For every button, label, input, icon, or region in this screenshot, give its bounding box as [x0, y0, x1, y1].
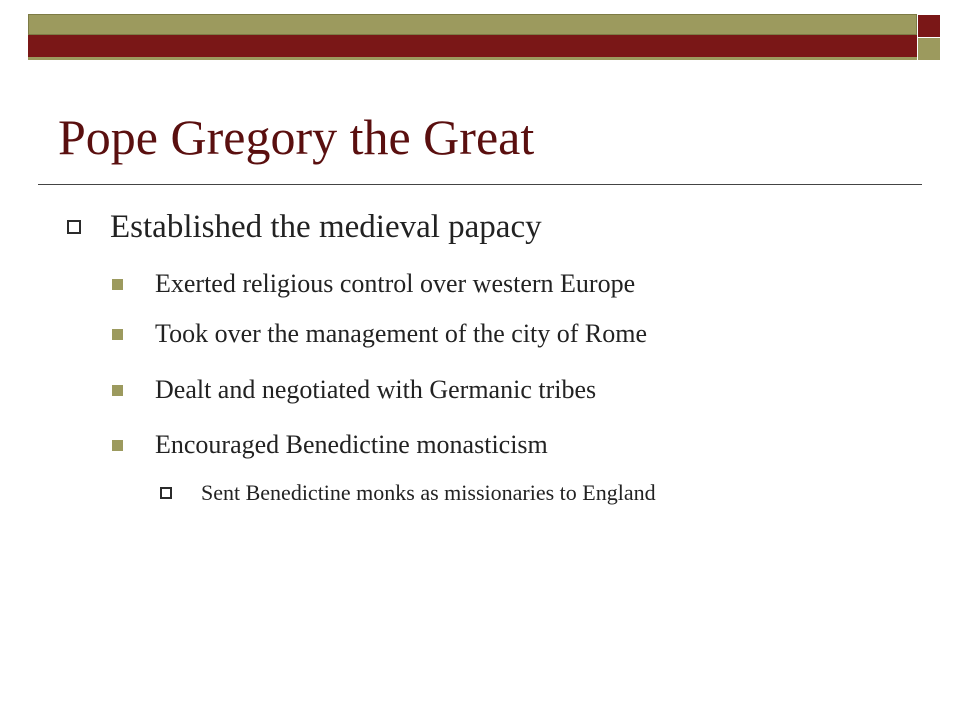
- header-bar-olive: [28, 14, 917, 35]
- corner-square-maroon: [918, 15, 940, 37]
- filled-square-bullet-icon: [112, 440, 123, 451]
- bullet-text: Exerted religious control over western Europe: [155, 269, 636, 298]
- bullet-text: Established the medieval papacy: [110, 208, 542, 245]
- title-divider: [38, 184, 922, 185]
- filled-square-bullet-icon: [112, 329, 123, 340]
- slide-title: Pope Gregory the Great: [58, 109, 535, 165]
- hollow-square-bullet-icon: [160, 487, 172, 499]
- bullet-level2: [112, 427, 548, 463]
- filled-square-bullet-icon: [112, 279, 123, 290]
- bullet-level2: [112, 372, 596, 408]
- corner-square-olive: [918, 38, 940, 60]
- hollow-square-bullet-icon: [67, 220, 81, 234]
- bullet-level2: [112, 266, 635, 302]
- bullet-text: Dealt and negotiated with Germanic tribes: [155, 375, 597, 404]
- bullet-text: Sent Benedictine monks as missionaries to England: [201, 480, 656, 505]
- bullet-text: Encouraged Benedictine monasticism: [155, 430, 548, 459]
- bullet-level1: [67, 207, 542, 247]
- filled-square-bullet-icon: [112, 385, 123, 396]
- header-bar-olive-thin: [28, 57, 917, 60]
- bullet-level2: [112, 316, 647, 352]
- bullet-text: Took over the management of the city of Rome: [155, 319, 648, 348]
- bullet-level3: [160, 478, 656, 508]
- header-bar-maroon: [28, 35, 917, 57]
